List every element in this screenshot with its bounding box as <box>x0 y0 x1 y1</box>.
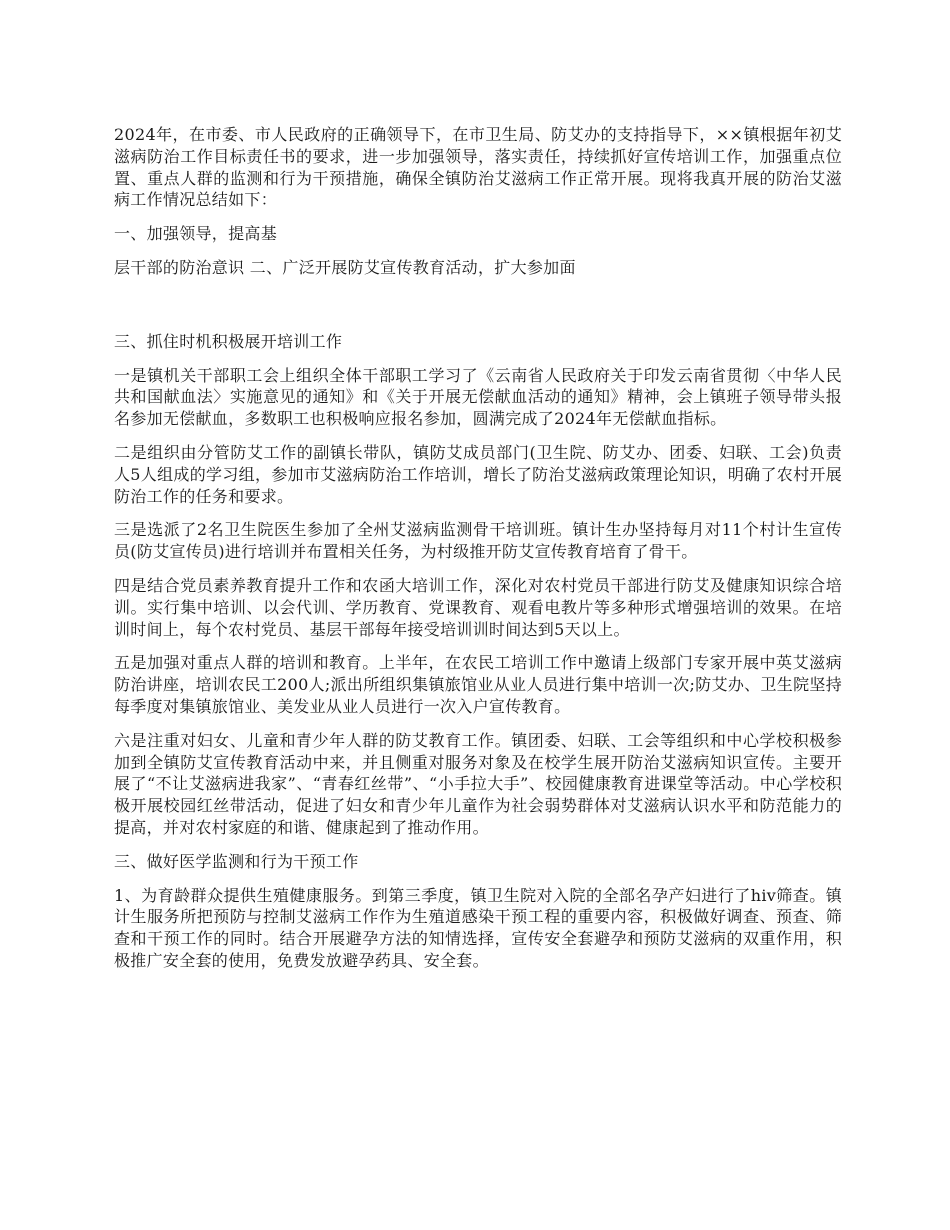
paragraph-training-6: 六是注重对妇女、儿童和青少年人群的防艾教育工作。镇团委、妇联、工会等组织和中心学校积极参加到全镇防艾宣传教育活动中来，并且侧重对服务对象及在校学生展开防治艾滋病知识宣传。主要开展了“不让艾滋病进我家”、“青春红丝带”、“小手拉大手”、校园健康教育进课堂等活动。中心学校积极开展校园红丝带活动，促进了妇女和青少年儿童作为社会弱势群体对艾滋病认识水平和防范能力的提高，并对农村家庭的和谐、健康起到了推动作用。 <box>114 730 842 837</box>
paragraph-training-1: 一是镇机关干部职工会上组织全体干部职工学习了《云南省人民政府关于印发云南省贯彻〈中华人民共和国献血法〉实施意见的通知》和《关于开展无偿献血活动的通知》精神，会上镇班子领导带头报名参加无偿献血，多数职工也积极响应报名参加，圆满完成了2024年无偿献血指标。 <box>114 365 842 429</box>
section-heading-4: 三、做好医学监测和行为干预工作 <box>114 851 359 871</box>
document-body <box>114 124 842 984</box>
paragraph-training-4: 四是结合党员素养教育提升工作和农函大培训工作，深化对农村党员干部进行防艾及健康知识综合培训。实行集中培训、以会代训、学历教育、党课教育、观看电教片等多种形式增强培训的效果。在培训时间上，每个农村党员、基层干部每年接受培训训时间达到5天以上。 <box>114 575 842 639</box>
section-heading-1: 一、加强领导，提高基 <box>114 224 278 244</box>
section-heading-3: 三、抓住时机积极展开培训工作 <box>114 331 343 351</box>
paragraph-monitoring-1: 1、为育龄群众提供生殖健康服务。到第三季度，镇卫生院对入院的全部名孕产妇进行了hiv筛查。镇计生服务所把预防与控制艾滋病工作作为生殖道感染干预工程的重要内容，积极做好调查、预查、筛查和干预工作的同时。结合开展避孕方法的知情选择，宣传安全套避孕和预防艾滋病的双重作用，积极推广安全套的使用，免费发放避孕药具、安全套。 <box>114 885 842 970</box>
paragraph-training-2: 二是组织由分管防艾工作的副镇长带队，镇防艾成员部门(卫生院、防艾办、团委、妇联、工会)负责人5人组成的学习组，参加市艾滋病防治工作培训，增长了防治艾滋病政策理论知识，明确了农村开展防治工作的任务和要求。 <box>114 442 842 506</box>
section-heading-2: 层干部的防治意识 二、广泛开展防艾宣传教育活动，扩大参加面 <box>114 257 576 277</box>
paragraph-training-5: 五是加强对重点人群的培训和教育。上半年，在农民工培训工作中邀请上级部门专家开展中英艾滋病防治讲座，培训农民工200人;派出所组织集镇旅馆业从业人员进行集中培训一次;防艾办、卫生院坚持每季度对集镇旅馆业、美发业从业人员进行一次入户宣传教育。 <box>114 653 842 716</box>
intro-paragraph: 2024年，在市委、市人民政府的正确领导下，在市卫生局、防艾办的支持指导下，××镇根据年初艾滋病防治工作目标责任书的要求，进一步加强领导，落实责任，持续抓好宣传培训工作，加强重点位置、重点人群的监测和行为干预措施，确保全镇防治艾滋病工作正常开展。现将我真开展的防治艾滋病工作情况总结如下： <box>114 125 842 210</box>
paragraph-training-3: 三是选派了2名卫生院医生参加了全州艾滋病监测骨干培训班。镇计生办坚持每月对11个村计生宣传员(防艾宣传员)进行培训并布置相关任务，为村级推开防艾宣传教育培育了骨干。 <box>114 520 842 562</box>
spacer <box>114 291 842 331</box>
